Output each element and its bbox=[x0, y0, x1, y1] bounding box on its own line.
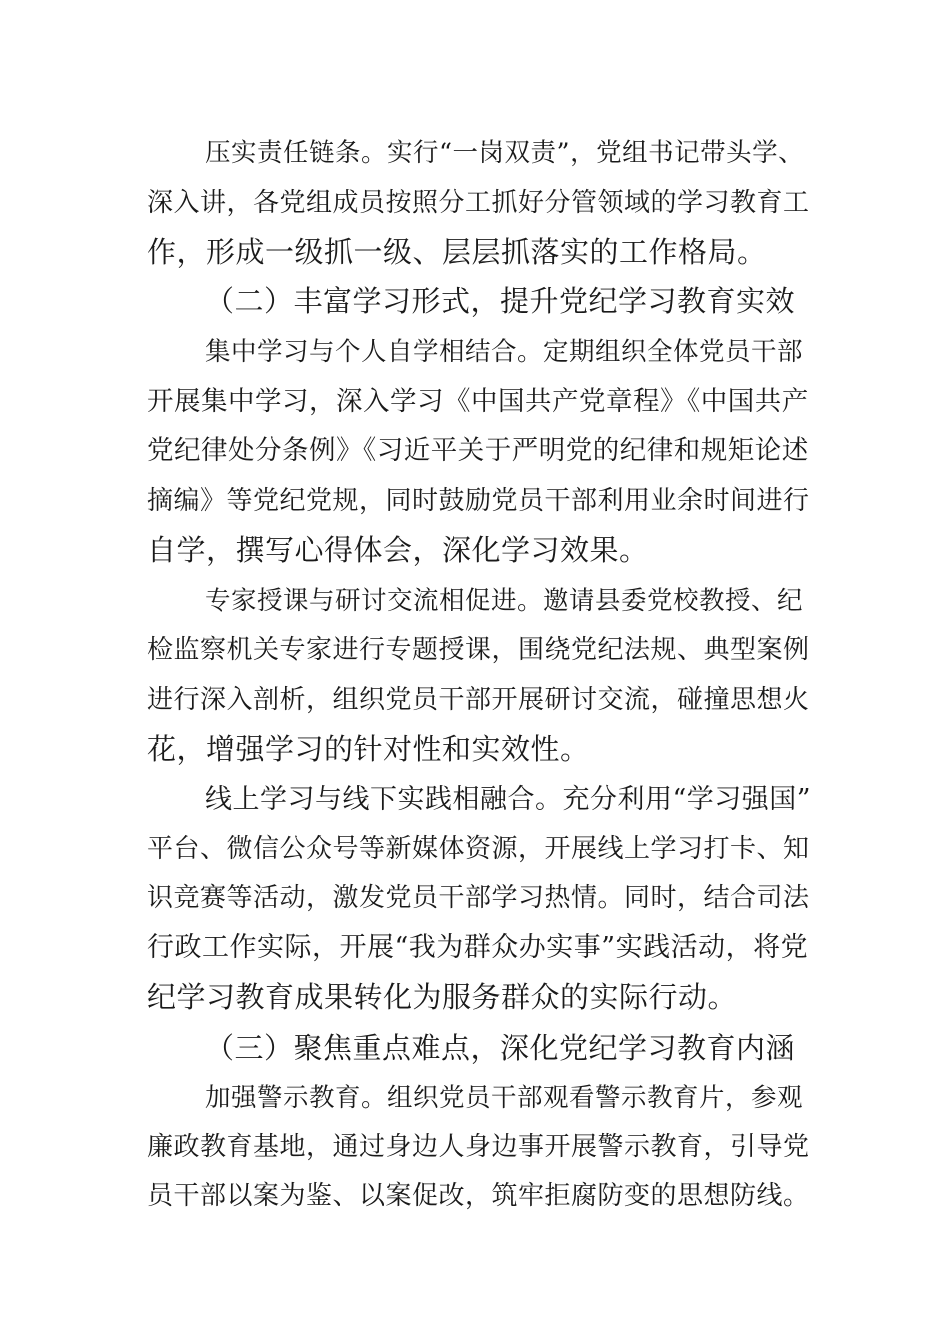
paragraph-line: 摘编》等党纪党规，同时鼓励党员干部利用业余时间进行 bbox=[147, 486, 810, 516]
paragraph-line: 进行深入剖析，组织党员干部开展研讨交流，碰撞思想火 bbox=[147, 685, 810, 715]
section-heading: （三）聚焦重点难点，深化党纪学习教育内涵 bbox=[205, 1031, 796, 1065]
paragraph-line: 行政工作实际，开展“我为群众办实事”实践活动，将党 bbox=[147, 932, 809, 963]
paragraph-line: 识竞赛等活动，激发党员干部学习热情。同时，结合司法 bbox=[147, 883, 810, 913]
paragraph-line: 纪学习教育成果转化为服务群众的实际行动。 bbox=[147, 980, 738, 1014]
paragraph-line: 党纪律处分条例》《习近平关于严明党的纪律和规矩论述 bbox=[147, 435, 809, 466]
paragraph-line: 集中学习与个人自学相结合。定期组织全体党员干部 bbox=[205, 337, 804, 367]
paragraph-line: 员干部以案为鉴、以案促改，筑牢拒腐防变的思想防线。 bbox=[147, 1181, 810, 1211]
paragraph-line: 线上学习与线下实践相融合。充分利用“学习强国” bbox=[205, 784, 812, 815]
paragraph-line: 检监察机关专家进行专题授课，围绕党纪法规、典型案例 bbox=[147, 635, 810, 665]
paragraph-line: 深入讲，各党组成员按照分工抓好分管领域的学习教育工 bbox=[147, 188, 810, 218]
paragraph-line: 压实责任链条。实行“一岗双责”，党组书记带头学、 bbox=[205, 138, 805, 168]
paragraph-line: 自学，撰写心得体会，深化学习效果。 bbox=[147, 533, 649, 567]
section-heading: （二）丰富学习形式，提升党纪学习教育实效 bbox=[205, 284, 796, 318]
paragraph-line: 作，形成一级抓一级、层层抓落实的工作格局。 bbox=[147, 235, 767, 269]
paragraph-line: 加强警示教育。组织党员干部观看警示教育片，参观 bbox=[205, 1083, 804, 1113]
paragraph-line: 开展集中学习，深入学习《中国共产党章程》《中国共产 bbox=[147, 386, 809, 417]
paragraph-line: 平台、微信公众号等新媒体资源，开展线上学习打卡、知 bbox=[147, 834, 810, 864]
paragraph-line: 花，增强学习的针对性和实效性。 bbox=[147, 732, 590, 766]
paragraph-line: 专家授课与研讨交流相促进。邀请县委党校教授、纪 bbox=[205, 586, 804, 616]
paragraph-line: 廉政教育基地，通过身边人身边事开展警示教育，引导党 bbox=[147, 1132, 810, 1162]
